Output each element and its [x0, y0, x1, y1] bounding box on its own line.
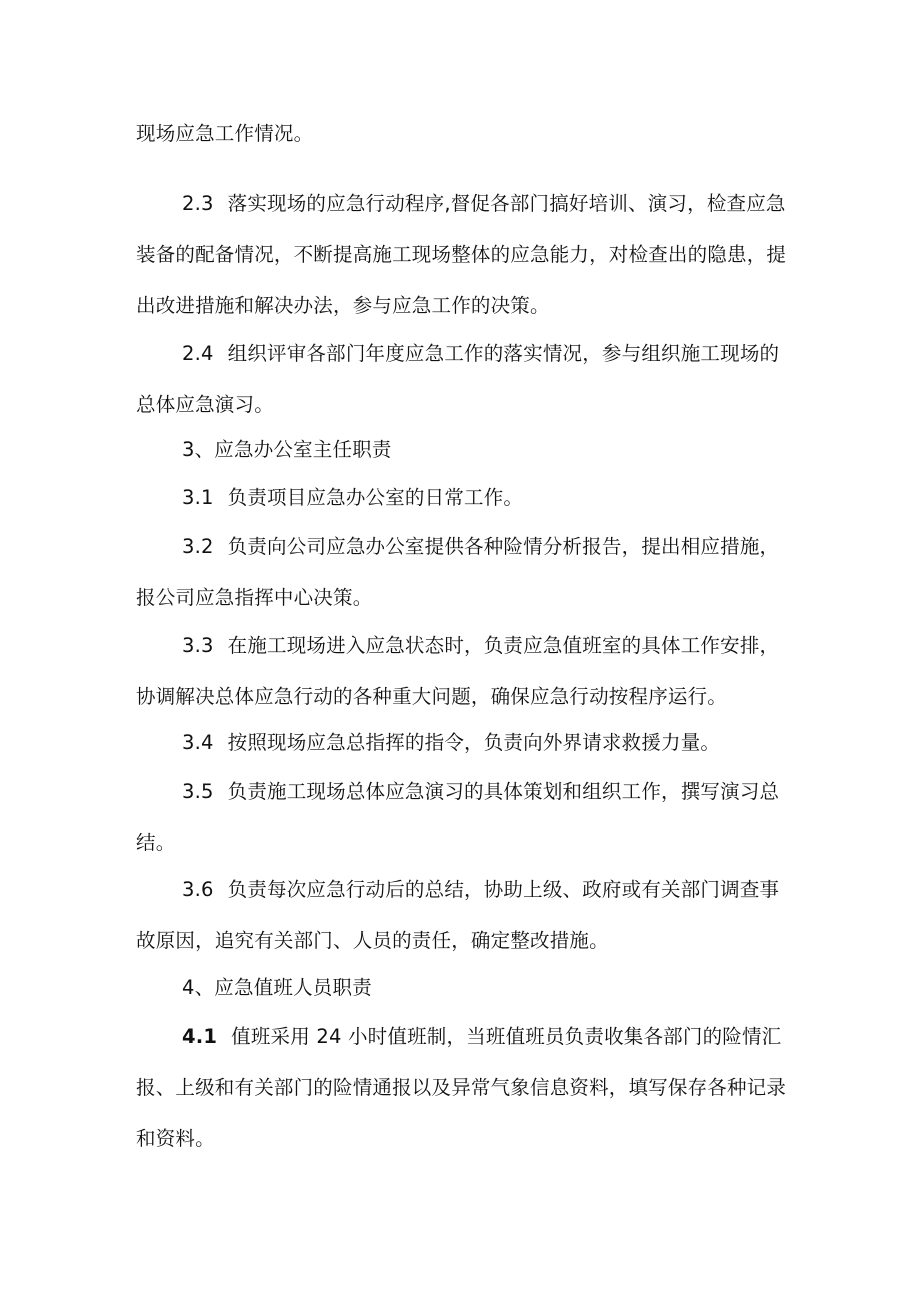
clause-number: 3.3 — [182, 634, 214, 657]
text-line — [136, 178, 796, 229]
heading-text: 3、应急办公室主任职责 — [182, 438, 392, 461]
heading-text: 4、应急值班人员职责 — [182, 976, 372, 999]
text-line — [136, 328, 796, 379]
text-line: 报、上级和有关部门的险情通报以及异常气象信息资料，填写保存各种记录 — [136, 1076, 787, 1099]
clause-text: 组织评审各部门年度应急工作的落实情况，参与组织施工现场的 — [227, 342, 780, 365]
text-line: 现场应急工作情况。 — [136, 122, 314, 145]
paragraph-3-6 — [136, 864, 796, 966]
paragraph-2-3 — [136, 178, 796, 331]
clause-number: 3.2 — [182, 535, 214, 558]
clause-number: 3.4 — [182, 731, 214, 754]
text-line: 故原因，追究有关部门、人员的责任，确定整改措施。 — [136, 929, 609, 952]
paragraph-3-1 — [136, 472, 796, 523]
clause-number: 3.6 — [182, 878, 214, 901]
clause-text: 落实现场的应急行动程序,督促各部门搞好培训、演习，检查应急 — [227, 192, 786, 215]
paragraph-3-5 — [136, 766, 796, 868]
clause-text: 负责项目应急办公室的日常工作。 — [227, 486, 524, 509]
text-line: 结。 — [136, 831, 176, 854]
text-line: 总体应急演习。 — [136, 393, 274, 416]
text-line — [136, 717, 796, 768]
clause-text: 值班采用 24 小时值班制，当班值班员负责收集各部门的险情汇 — [231, 1025, 782, 1048]
clause-number: 3.1 — [182, 486, 214, 509]
clause-number: 3.5 — [182, 780, 214, 803]
text-line: 出改进措施和解决办法，参与应急工作的决策。 — [136, 294, 550, 317]
paragraph-2-4 — [136, 328, 796, 430]
paragraph-continuation — [136, 108, 796, 159]
clause-text: 负责每次应急行动后的总结，协助上级、政府或有关部门调查事 — [227, 878, 780, 901]
paragraph-3-4 — [136, 717, 796, 768]
clause-text: 负责向公司应急办公室提供各种险情分析报告，提出相应措施， — [227, 535, 780, 558]
text-line — [136, 620, 796, 671]
text-line — [136, 1011, 796, 1062]
clause-number: 2.4 — [182, 342, 214, 365]
text-line — [136, 864, 796, 915]
paragraph-3-2 — [136, 521, 796, 623]
section-heading-4 — [136, 962, 796, 1013]
text-line — [136, 521, 796, 572]
clause-text: 按照现场应急总指挥的指令，负责向外界请求救援力量。 — [227, 731, 721, 754]
paragraph-4-1 — [136, 1011, 796, 1164]
clause-number: 4.1 — [182, 1025, 218, 1048]
clause-text: 在施工现场进入应急状态时，负责应急值班室的具体工作安排， — [227, 634, 780, 657]
text-line: 报公司应急指挥中心决策。 — [136, 586, 373, 609]
text-line: 和资料。 — [136, 1127, 215, 1150]
clause-number: 2.3 — [182, 192, 214, 215]
paragraph-3-3 — [136, 620, 796, 722]
text-line: 装备的配备情况，不断提高施工现场整体的应急能力，对检查出的隐患，提 — [136, 243, 787, 266]
section-heading-3 — [136, 424, 796, 475]
text-line: 协调解决总体应急行动的各种重大问题，确保应急行动按程序运行。 — [136, 685, 728, 708]
clause-text: 负责施工现场总体应急演习的具体策划和组织工作，撰写演习总 — [227, 780, 780, 803]
text-line — [136, 472, 796, 523]
text-line — [136, 766, 796, 817]
